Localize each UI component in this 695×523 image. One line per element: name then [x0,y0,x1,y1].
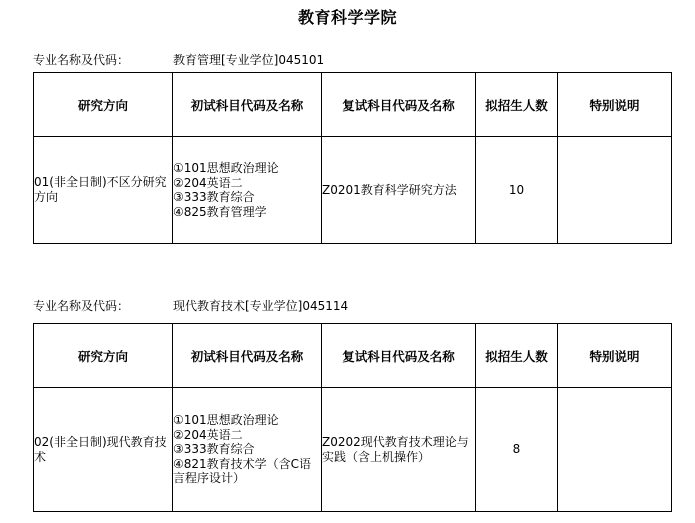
subject-line: ④825教育管理学 [173,204,267,219]
cell-initial-subjects [173,137,322,244]
header-initial-subjects: 初试科目代码及名称 [173,73,322,137]
cell-quota: 8 [476,388,558,512]
major-line [33,51,324,68]
major-value: 教育管理[专业学位]045101 [173,53,325,67]
subject-line: ②204英语二 [173,175,243,190]
major-line [33,297,348,314]
subject-line: ②204英语二 [173,427,243,442]
subject-line: ③333教育综合 [173,190,255,204]
cell-direction: 01(非全日制)不区分研究方向 [34,137,173,244]
header-retest-subjects: 复试科目代码及名称 [322,73,476,137]
header-note: 特别说明 [558,324,672,388]
subject-line: ①101思想政治理论 [173,161,279,175]
cell-direction: 02(非全日制)现代教育技术 [34,388,173,512]
enrollment-table [33,323,672,512]
table-row [34,388,672,512]
header-retest-subjects: 复试科目代码及名称 [322,324,476,388]
table-row [34,137,672,244]
cell-initial-subjects [173,388,322,512]
cell-note [558,388,672,512]
major-value: 现代教育技术[专业学位]045114 [173,299,349,313]
table-header-row [34,73,672,137]
major-label: 专业名称及代码： [33,299,130,313]
cell-retest: Z0201教育科学研究方法 [322,137,476,244]
cell-quota: 10 [476,137,558,244]
header-direction: 研究方向 [34,73,173,137]
cell-retest: Z0202现代教育技术理论与实践（含上机操作） [322,388,476,512]
header-quota: 拟招生人数 [476,73,558,137]
enrollment-table [33,72,672,244]
subject-line: ③333教育综合 [173,442,255,457]
header-quota: 拟招生人数 [476,324,558,388]
subject-line: ④821教育技术学（含C语言程序设计） [173,456,312,486]
header-initial-subjects: 初试科目代码及名称 [173,324,322,388]
table-header-row [34,324,672,388]
header-note: 特别说明 [558,73,672,137]
cell-note [558,137,672,244]
major-label: 专业名称及代码： [33,53,130,67]
page-title: 教育科学学院 [297,8,397,27]
header-direction: 研究方向 [34,324,173,388]
subject-line: ①101思想政治理论 [173,413,279,428]
